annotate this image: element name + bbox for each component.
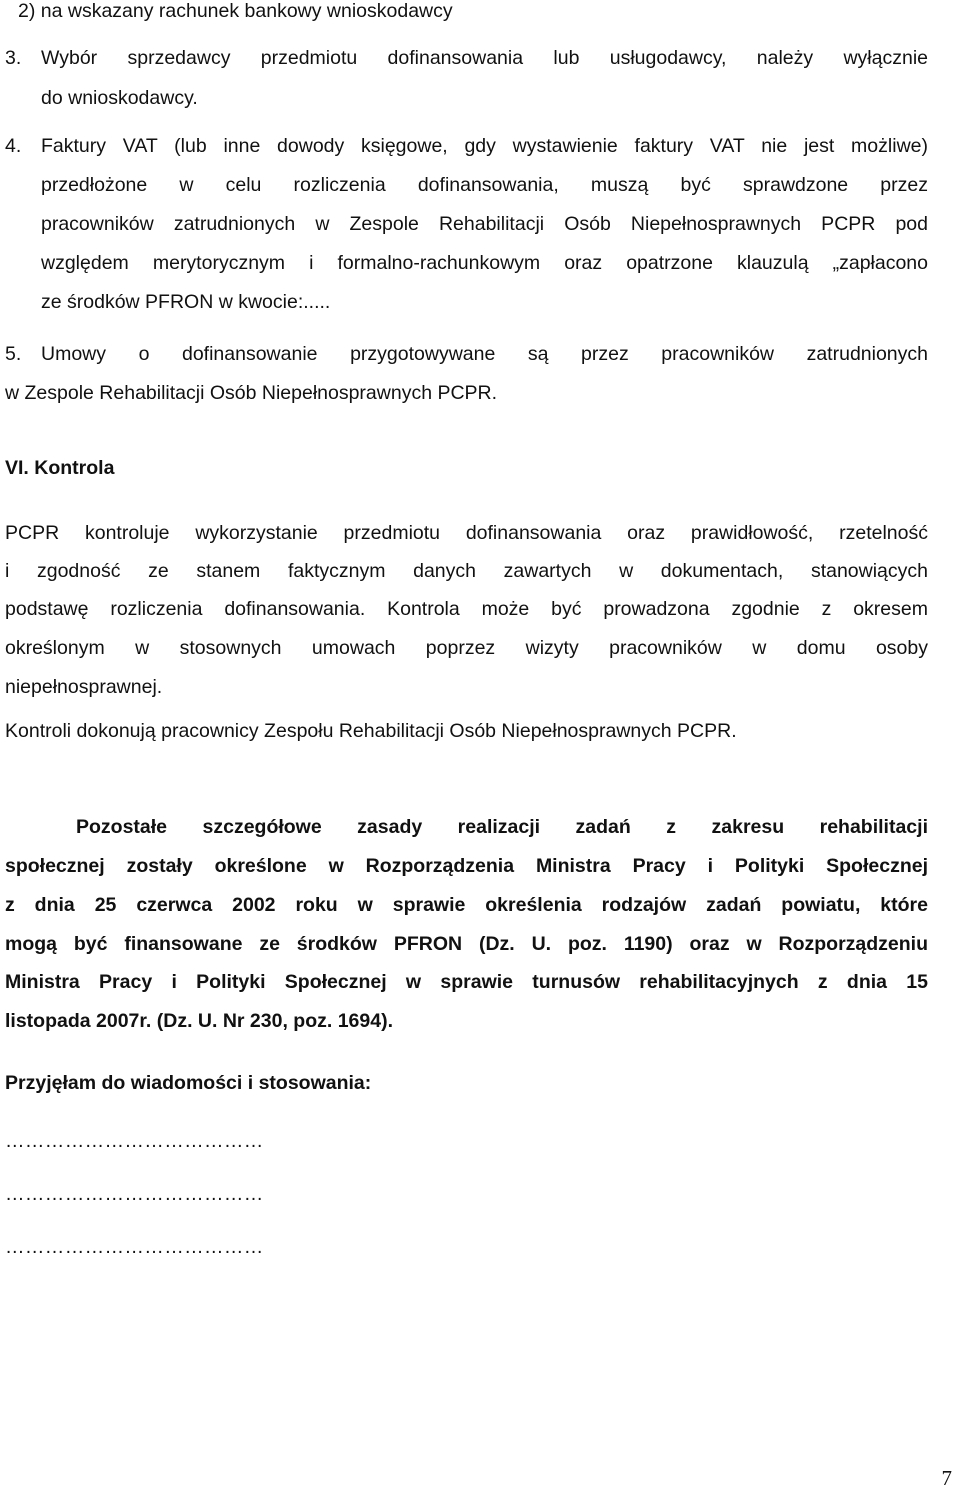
section-heading: VI. Kontrola [5,457,115,479]
signature-line-1: ………………………………… [5,1130,264,1152]
list-item-4-line1 [5,133,928,159]
list-item-3-text: Wybór sprzedawcy przedmiotu dofinansowania lub usługodawcy, należy wyłącznie [41,47,928,69]
list-item-5-line1 [5,341,928,367]
control-paragraph-line2: i zgodność ze stanem faktycznym danych zawartych w dokumentach, stanowiących [5,560,928,582]
page-number: 7 [941,1466,952,1490]
final-note-line3: z dnia 25 czerwca 2002 roku w sprawie określenia rodzajów zadań powiatu, które [5,894,928,916]
list-item-3-line1 [5,45,928,71]
list-item-4-number: 4. [5,135,22,157]
control-paragraph-line4: określonym w stosownych umowach poprzez wizyty pracowników w domu osoby [5,637,928,659]
final-note-line6: listopada 2007r. (Dz. U. Nr 230, poz. 1694). [5,1010,393,1032]
final-note-line1: Pozostałe szczegółowe zasady realizacji zadań z zakresu rehabilitacji [76,816,928,838]
list-item-4-line5: ze środków PFRON w kwocie:..... [41,291,331,313]
list-item-3-number: 3. [5,47,22,69]
final-note-line2: społecznej zostały określone w Rozporządzenia Ministra Pracy i Polityki Społecznej [5,855,928,877]
list-item-5-line2: w Zespole Rehabilitacji Osób Niepełnosprawnych PCPR. [5,382,498,404]
acknowledgement-label: Przyjęłam do wiadomości i stosowania: [5,1072,372,1094]
control-paragraph-line3: podstawę rozliczenia dofinansowania. Kontrola może być prowadzona zgodnie z okresem [5,598,928,620]
control-paragraph-2: Kontroli dokonują pracownicy Zespołu Rehabilitacji Osób Niepełnosprawnych PCPR. [5,720,737,742]
list-item-4-text: Faktury VAT (lub inne dowody księgowe, gdy wystawienie faktury VAT nie jest możliwe) [41,135,928,157]
signature-line-3: ………………………………… [5,1236,264,1258]
list-item-3-line2: do wnioskodawcy. [41,87,198,109]
list-item-4-line4: względem merytorycznym i formalno-rachunkowym oraz opatrzone klauzulą „zapłacono [41,252,928,274]
control-paragraph-line5: niepełnosprawnej. [5,676,163,698]
list-item-4-line2: przedłożone w celu rozliczenia dofinansowania, muszą być sprawdzone przez [41,174,928,196]
signature-line-2: ………………………………… [5,1183,264,1205]
list-item-4-line3: pracowników zatrudnionych w Zespole Rehabilitacji Osób Niepełnosprawnych PCPR pod [41,213,928,235]
list-item-5-number: 5. [5,343,22,365]
list-item-2: 2) na wskazany rachunek bankowy wnioskodawcy [18,0,453,22]
final-note-line5: Ministra Pracy i Polityki Społecznej w sprawie turnusów rehabilitacyjnych z dnia 15 [5,971,928,993]
final-note-line4: mogą być finansowane ze środków PFRON (Dz. U. poz. 1190) oraz w Rozporządzeniu [5,933,928,955]
list-item-5-text: Umowy o dofinansowanie przygotowywane są przez pracowników zatrudnionych [41,343,928,365]
control-paragraph-line1: PCPR kontroluje wykorzystanie przedmiotu dofinansowania oraz prawidłowość, rzetelność [5,522,928,544]
